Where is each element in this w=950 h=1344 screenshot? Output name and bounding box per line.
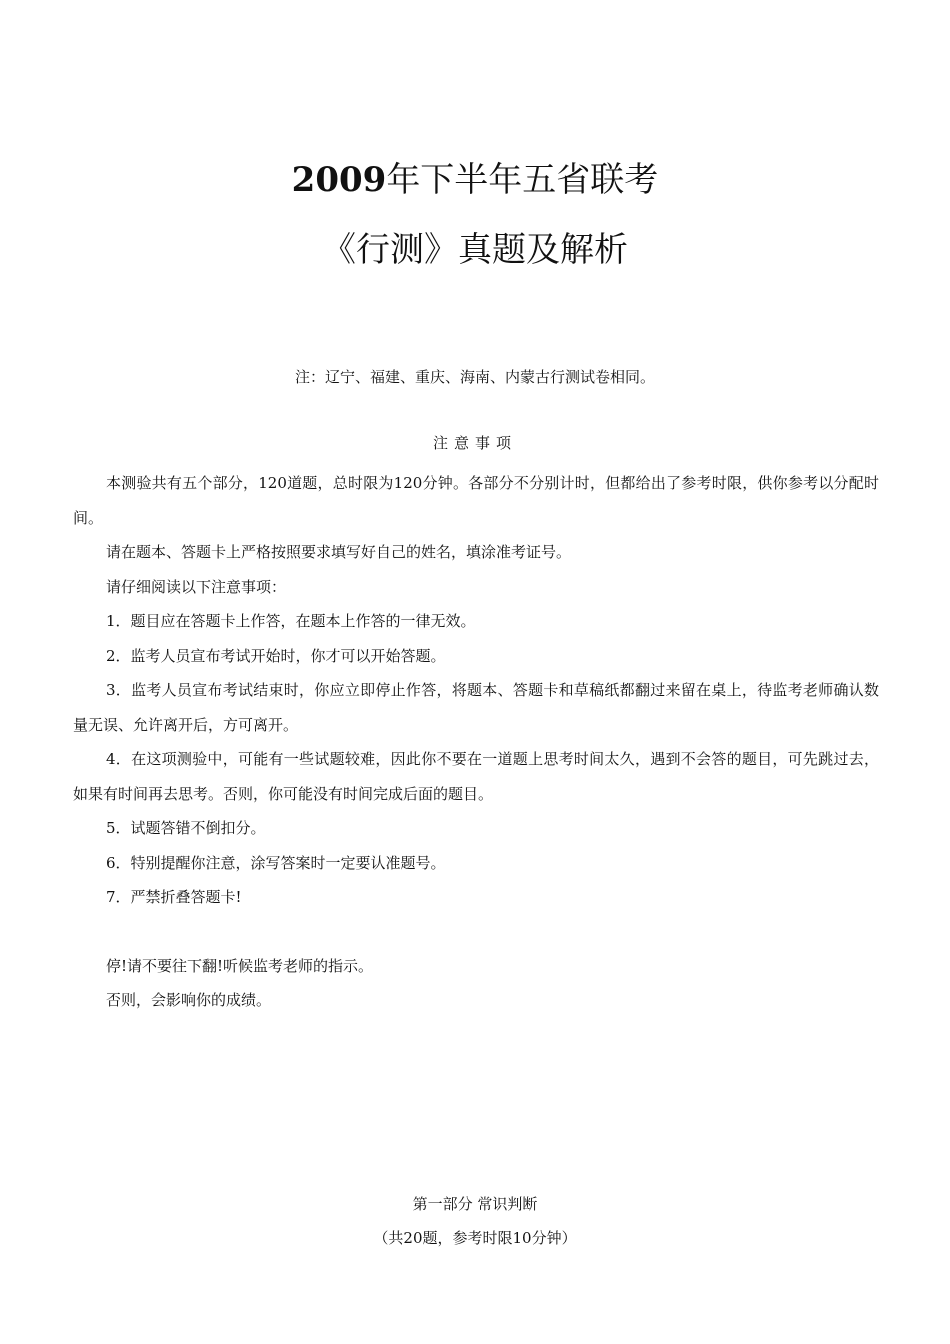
closing-line: 停!请不要往下翻!听候监考老师的指示。 [106, 956, 374, 975]
spacer [73, 915, 879, 949]
notice-heading: 注意事项 [432, 434, 517, 452]
notice-body [73, 466, 879, 1018]
intro-paragraph: 本测验共有五个部分，120道题，总时限为120分钟。各部分不分别计时，但都给出了参考时限，供你参考以分配时间。 [73, 474, 879, 527]
closing-line: 否则，会影响你的成绩。 [106, 991, 272, 1009]
section-title: 第一部分 常识判断 [412, 1195, 538, 1213]
notice-item: 7．严禁折叠答题卡! [106, 888, 242, 906]
notice-item: 4．在这项测验中，可能有一些试题较难，因此你不要在一道题上思考时间太久，遇到不会答的题目，可先跳过去，如果有时间再去思考。否则，你可能没有时间完成后面的题目。 [73, 750, 879, 803]
title-year: 2009 [291, 160, 387, 200]
intro-paragraph: 请在题本、答题卡上严格按照要求填写好自己的姓名，填涂准考证号。 [106, 543, 572, 561]
title-text: 年下半年五省联考 [386, 160, 659, 200]
notice-item: 3．监考人员宣布考试结束时，你应立即停止作答，将题本、答题卡和草稿纸都翻过来留在桌上，待监考老师确认数量无误、允许离开后，方可离开。 [73, 681, 879, 734]
notice-item: 2．监考人员宣布考试开始时，你才可以开始答题。 [106, 646, 446, 665]
intro-paragraph: 请仔细阅读以下注意事项： [106, 577, 287, 596]
document-subtitle: 《行测》真题及解析 [322, 230, 628, 270]
province-note: 注：辽宁、福建、重庆、海南、内蒙古行测试卷相同。 [294, 368, 655, 386]
section-subtitle: （共20题，参考时限10分钟） [373, 1229, 577, 1247]
notice-item: 6．特别提醒你注意，涂写答案时一定要认准题号。 [106, 853, 446, 872]
notice-item: 5．试题答错不倒扣分。 [106, 819, 266, 837]
notice-item: 1．题目应在答题卡上作答，在题本上作答的一律无效。 [106, 612, 476, 630]
document-title [0, 155, 950, 205]
